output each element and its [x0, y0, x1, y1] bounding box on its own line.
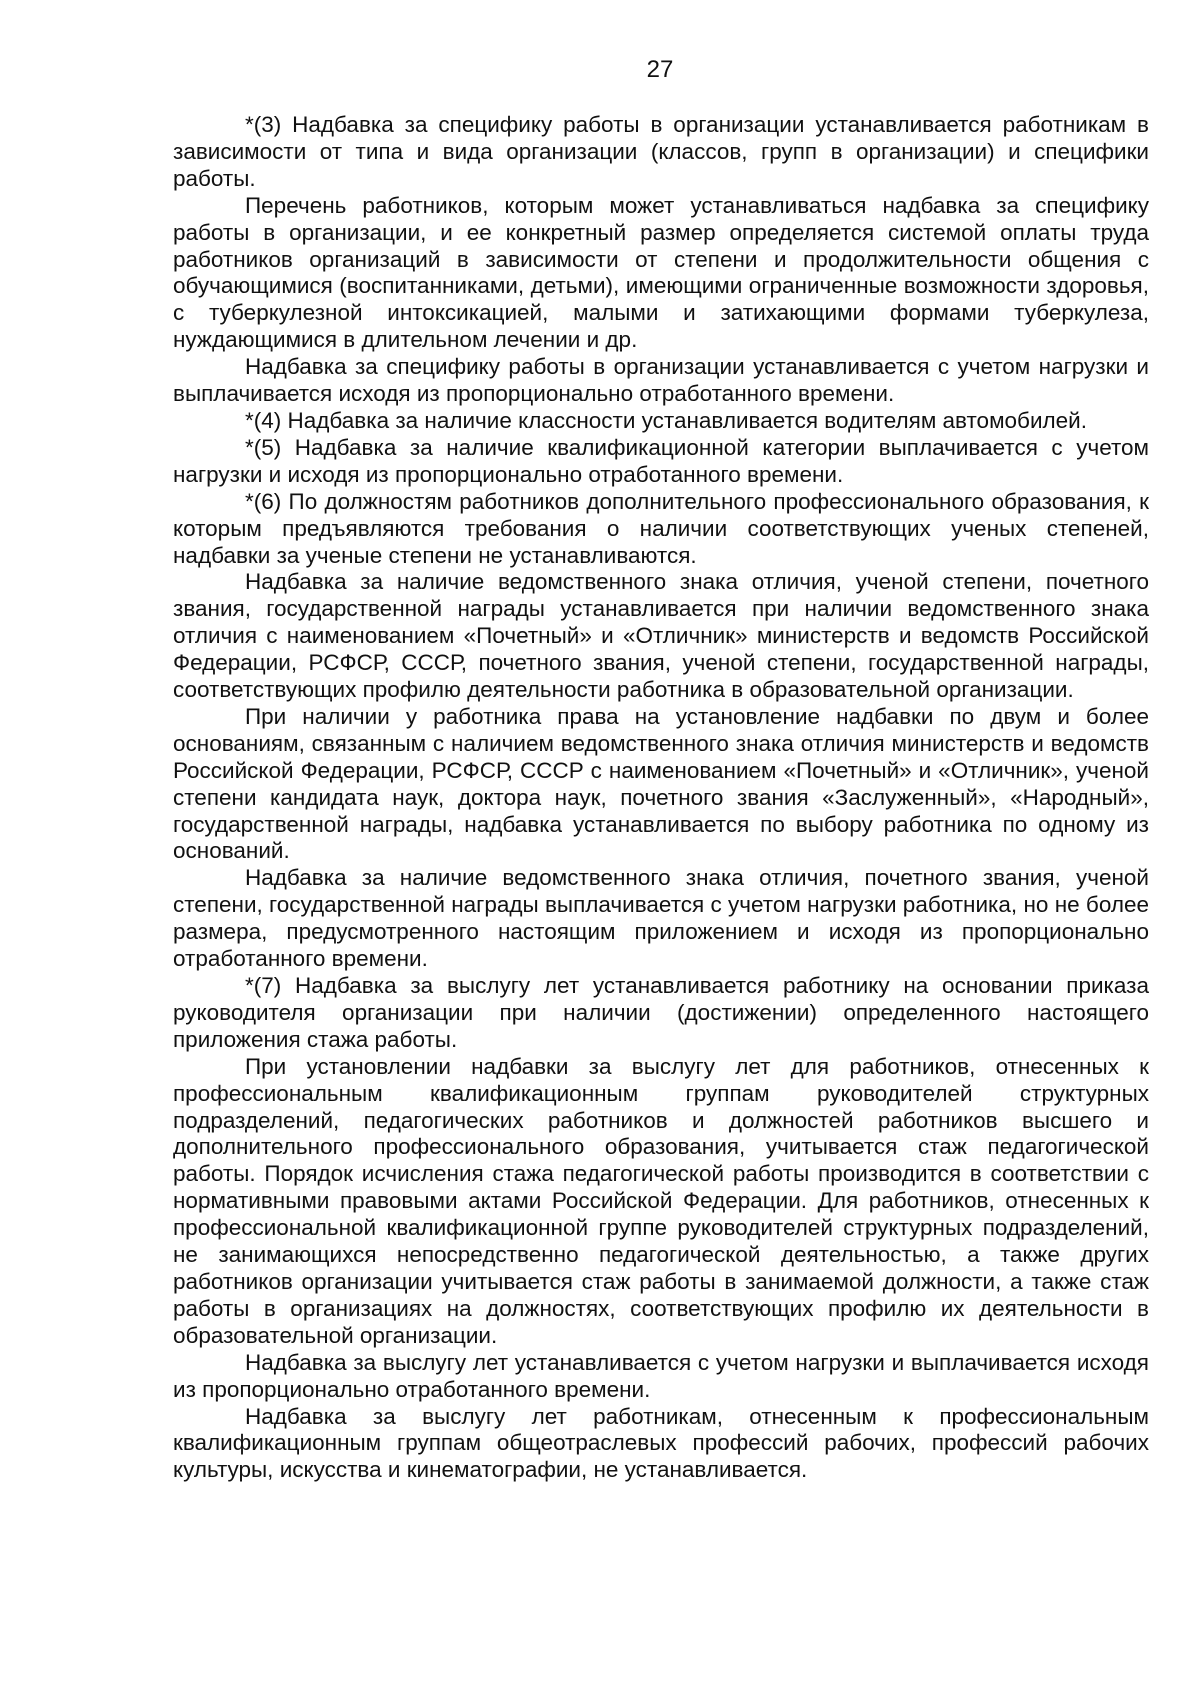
- paragraph-note-5: *(5) Надбавка за наличие квалификационной категории выплачивается с учетом нагрузки и исходя из пропорционально отработанного времени.: [173, 434, 1149, 487]
- paragraph-note-6: *(6) По должностям работников дополнительного профессионального образования, к которым предъявляются требования о наличии соответствующих ученых степеней, надбавки за ученые степени не устанавливаются.: [173, 488, 1149, 568]
- page-number: 27: [646, 56, 674, 83]
- paragraph-distinction-payment: Надбавка за наличие ведомственного знака отличия, почетного звания, ученой степени, государственной награды выплачивается с учетом нагрузки работника, но не более размера, предусмотренного настоящим приложением и исходя из пропорционально отработанного времени.: [173, 865, 1149, 972]
- paragraph-note-4: *(4) Надбавка за наличие классности устанавливается водителям автомобилей.: [245, 407, 1087, 433]
- paragraph-distinction-conditions: Надбавка за наличие ведомственного знака отличия, ученой степени, почетного звания, государственной награды устанавливается при наличии ведомственного знака отличия с наименованием «Почетный» и «Отличник» министерств и ведомств Российской Федерации, РСФСР, СССР, почетного звания, ученой степени, государственной награды, соответствующих профилю деятельности работника в образовательной организации.: [173, 569, 1149, 703]
- paragraph-specifics-payment: Надбавка за специфику работы в организации устанавливается с учетом нагрузки и выплачивается исходя из пропорционально отработанного времени.: [173, 354, 1149, 407]
- paragraph-specifics-list: Перечень работников, которым может устанавливаться надбавка за специфику работы в организации, и ее конкретный размер определяется системой оплаты труда работников организаций в зависимости от степени и продолжительности общения с обучающимися (воспитанниками, детьми), имеющими ограниченные возможности здоровья, с туберкулезной интоксикацией, малыми и затихающими формами туберкулеза, нуждающимися в длительном лечении и др.: [173, 192, 1149, 353]
- paragraph-seniority-exclusion: Надбавка за выслугу лет работникам, отнесенным к профессиональным квалификационным группам общеотраслевых профессий рабочих, профессий рабочих культуры, искусства и кинематографии, не устанавливается.: [173, 1403, 1149, 1483]
- paragraph-multiple-grounds: При наличии у работника права на установление надбавки по двум и более основаниям, связанным с наличием ведомственного знака отличия министерств и ведомств Российской Федерации, РСФСР, СССР с наименованием «Почетный» и «Отличник», ученой степени кандидата наук, доктора наук, почетного звания «Заслуженный», «Народный», государственной награды, надбавка устанавливается по выбору работника по одному из оснований.: [173, 703, 1149, 864]
- paragraph-seniority-payment: Надбавка за выслугу лет устанавливается с учетом нагрузки и выплачивается исходя из пропорционально отработанного времени.: [173, 1349, 1149, 1402]
- paragraph-seniority-calculation: При установлении надбавки за выслугу лет для работников, отнесенных к профессиональным квалификационным группам руководителей структурных подразделений, педагогических работников и должностей работников высшего и дополнительного профессионального образования, учитывается стаж педагогической работы. Порядок исчисления стажа педагогической работы производится в соответствии с нормативными правовыми актами Российской Федерации. Для работников, отнесенных к профессиональной квалификационной группе руководителей структурных подразделений, не занимающихся непосредственно педагогической деятельностью, а также других работников организации учитывается стаж работы в занимаемой должности, а также стаж работы в организациях на должностях, соответствующих профилю их деятельности в образовательной организации.: [173, 1053, 1149, 1348]
- document-body: [173, 112, 1149, 1484]
- paragraph-note-3: *(3) Надбавка за специфику работы в организации устанавливается работникам в зависимости от типа и вида организации (классов, групп в организации) и специфики работы.: [173, 112, 1149, 191]
- paragraph-note-7: *(7) Надбавка за выслугу лет устанавливается работнику на основании приказа руководителя организации при наличии (достижении) определенного настоящего приложения стажа работы.: [173, 973, 1149, 1052]
